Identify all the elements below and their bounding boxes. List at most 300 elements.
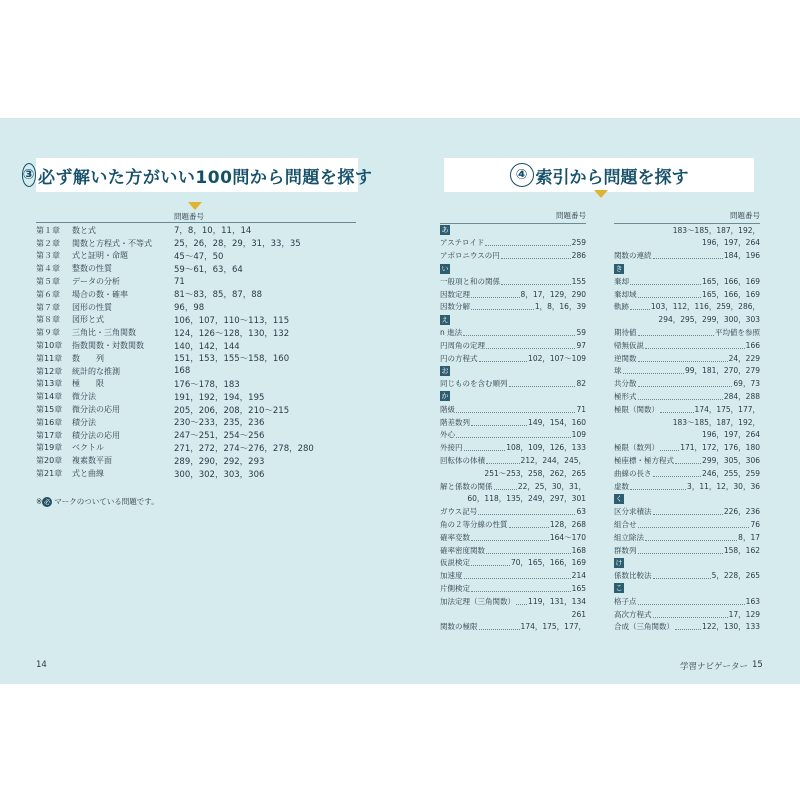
kana-heading-badge: く <box>615 494 623 503</box>
dotted-leader <box>479 361 528 362</box>
dotted-leader <box>638 335 715 336</box>
index-entry-term: 極座標・極方程式 <box>614 456 674 466</box>
index-entry-term: 関数の連続 <box>614 251 652 261</box>
index-entry <box>440 237 586 250</box>
index-entry <box>440 403 586 416</box>
dotted-leader <box>494 489 517 490</box>
down-arrow-icon <box>188 202 202 210</box>
index-column-header: 問題番号 <box>440 210 586 224</box>
index-entry <box>614 544 760 557</box>
dotted-leader <box>630 489 686 490</box>
index-entry-pages: 212，244，245， <box>520 455 586 465</box>
kana-heading <box>440 366 586 376</box>
index-entry-pages: 284，288 <box>723 392 760 402</box>
kana-heading <box>614 494 760 504</box>
chapter-number: 第20章 <box>36 456 63 466</box>
chapter-number: 第５章 <box>36 277 60 287</box>
index-entry-pages: 165，166，169 <box>702 276 760 286</box>
index-entry-pages: 82 <box>576 379 586 389</box>
chapter-name: 積分法 <box>72 417 96 427</box>
dotted-leader <box>478 514 575 515</box>
index-entry-pages: 69，73 <box>733 379 760 389</box>
chapter-name: データの分析 <box>72 277 120 287</box>
index-entry-term: 棄却 <box>614 276 629 286</box>
chapter-problem-numbers: 71 <box>174 276 185 287</box>
index-entry-pages: 286 <box>571 251 586 261</box>
dotted-leader <box>630 284 701 285</box>
chapter-row <box>36 237 360 250</box>
index-entry-term: 虚数 <box>614 481 629 491</box>
dotted-leader <box>501 284 571 285</box>
index-entry <box>440 288 586 301</box>
index-entry-term: 階級 <box>440 404 455 414</box>
kana-heading-badge: い <box>441 264 449 273</box>
dotted-leader <box>653 258 723 259</box>
kana-heading <box>440 391 586 401</box>
index-entry-continuation <box>614 237 760 250</box>
index-entry <box>614 608 760 621</box>
index-entry <box>440 544 586 557</box>
index-entry-pages: 76 <box>750 519 760 529</box>
index-entry-term: 片側検定 <box>440 583 470 593</box>
chapter-row <box>36 275 360 288</box>
chapter-problem-numbers: 106，107，110〜113，115 <box>174 315 290 326</box>
index-entry-pages: 168 <box>571 545 586 555</box>
dotted-leader <box>675 463 701 464</box>
kana-heading-badge: き <box>615 264 623 273</box>
index-entry-continuation <box>440 492 586 505</box>
index-column-1 <box>440 210 586 633</box>
kana-heading-badge: あ <box>441 226 449 235</box>
chapter-number: 第11章 <box>36 353 63 363</box>
chapter-problem-numbers: 300，302，303，306 <box>174 469 265 480</box>
chapter-problem-numbers: 81〜83，85，87，88 <box>174 290 263 301</box>
index-entry-pages: 183〜185，187，192， <box>672 225 760 235</box>
index-entry-term: 係数比較法 <box>614 571 652 581</box>
dotted-leader <box>471 425 527 426</box>
chapter-name: 式と証明・命題 <box>72 251 128 261</box>
dotted-leader <box>638 527 750 528</box>
chapter-list <box>36 224 360 480</box>
index-entry-pages: 63 <box>576 507 586 517</box>
dotted-leader <box>638 361 728 362</box>
chapter-number: 第12章 <box>36 366 63 376</box>
index-entry <box>440 556 586 569</box>
must-solve-mark-icon: 必 <box>44 498 51 506</box>
index-entry-term: 棄却域 <box>614 289 637 299</box>
chapter-number: 第９章 <box>36 328 60 338</box>
index-entry-term: 円周角の定理 <box>440 340 485 350</box>
chapter-row <box>36 301 360 314</box>
index-entry <box>614 569 760 582</box>
index-entry-term: 球 <box>614 366 622 376</box>
index-entry-pages: 163 <box>745 596 760 606</box>
index-entry-term: 軌跡 <box>614 302 629 312</box>
footnote-text: マークのついている問題です。 <box>54 497 159 506</box>
chapter-number: 第４章 <box>36 264 60 274</box>
index-entry-pages: 17，129 <box>728 609 760 619</box>
index-entry-term: 因数定理 <box>440 289 470 299</box>
index-entry <box>440 416 586 429</box>
kana-heading-badge: け <box>615 558 623 567</box>
dotted-leader <box>645 348 745 349</box>
chapter-number: 第14章 <box>36 392 63 402</box>
chapter-problem-numbers: 140，142，144 <box>174 341 240 352</box>
chapter-name: 数と式 <box>72 225 96 235</box>
dotted-leader <box>486 348 575 349</box>
index-entry-term: 高次方程式 <box>614 609 652 619</box>
index-entry <box>614 518 760 531</box>
chapter-problem-numbers: 7，8，10，11，14 <box>174 226 252 237</box>
chapter-problem-numbers: 271，272，274〜276，278，280 <box>174 443 314 454</box>
chapter-row <box>36 262 360 275</box>
index-entry-pages: 246，255，259 <box>702 468 760 478</box>
index-entry-pages: 108，109，126，133 <box>506 443 586 453</box>
index-entry-pages: 102，107〜109 <box>528 353 586 363</box>
chapter-row <box>36 429 360 442</box>
index-entry-continuation <box>440 467 586 480</box>
index-entry-pages: 109 <box>571 430 586 440</box>
chapter-name: 積分法の応用 <box>72 430 120 440</box>
chapter-name: 式と曲線 <box>72 469 104 479</box>
index-entry <box>440 620 586 633</box>
index-entry-pages: 226，236 <box>723 507 760 517</box>
index-entry-term: 確率密度関数 <box>440 545 485 555</box>
index-entry-term: 加速度 <box>440 571 463 581</box>
dotted-leader <box>638 553 723 554</box>
chapter-name: 整数の性質 <box>72 264 112 274</box>
index-entry-term: 一般項と和の関係 <box>440 276 500 286</box>
left-page-number: 14 <box>36 660 47 670</box>
dotted-leader <box>485 245 570 246</box>
dotted-leader <box>660 412 694 413</box>
index-entry <box>440 352 586 365</box>
chapter-problem-numbers: 59〜61，63，64 <box>174 264 243 275</box>
index-entry <box>614 301 760 314</box>
index-entry <box>614 365 760 378</box>
dotted-leader <box>456 412 575 413</box>
index-entry-term: 解と係数の関係 <box>440 481 493 491</box>
kana-heading-badge: え <box>441 315 449 324</box>
index-entry-continuation <box>614 429 760 442</box>
index-entry-term: 円の方程式 <box>440 353 478 363</box>
index-entry-term: 期待値 <box>614 328 637 338</box>
kana-heading-badge: お <box>441 366 449 375</box>
index-entry-term: 帰無仮説 <box>614 340 644 350</box>
index-entry-term: 逆関数 <box>614 353 637 363</box>
index-entry <box>614 480 760 493</box>
kana-heading-badge: こ <box>615 584 623 593</box>
index-column-header: 問題番号 <box>614 210 760 224</box>
left-title-text: 必ず解いた方がいい100問から問題を探す <box>37 167 373 188</box>
index-entry-term: 格子点 <box>614 596 637 606</box>
dotted-leader <box>486 553 571 554</box>
dotted-leader <box>638 399 723 400</box>
index-entry-pages: 99，181，270，279 <box>685 366 760 376</box>
footnote <box>36 496 159 507</box>
dotted-leader <box>471 591 571 592</box>
chapter-number: 第２章 <box>36 238 60 248</box>
index-entry-pages: 165，166，169 <box>702 289 760 299</box>
index-entry-pages: 8，17，129，290 <box>520 289 586 299</box>
chapter-number: 第19章 <box>36 443 63 453</box>
index-entry-pages: 24，229 <box>728 353 760 363</box>
dotted-leader <box>501 258 571 259</box>
index-entry <box>614 467 760 480</box>
chapter-row <box>36 339 360 352</box>
index-entry-pages: 299，305，306 <box>702 456 760 466</box>
chapter-problem-numbers: 151，153，155〜158，160 <box>174 354 290 365</box>
left-column-header: 問題番号 <box>174 212 204 221</box>
chapter-problem-numbers: 176〜178，183 <box>174 379 240 390</box>
chapter-row <box>36 250 360 263</box>
chapter-row <box>36 390 360 403</box>
index-entry <box>440 275 586 288</box>
chapter-name: 複素数平面 <box>72 456 112 466</box>
index-entry <box>614 352 760 365</box>
index-entry-term: 極限（関数） <box>614 404 659 414</box>
dotted-leader <box>471 565 510 566</box>
dotted-leader <box>516 604 527 605</box>
index-entry-term: 仮説検定 <box>440 558 470 568</box>
chapter-row <box>36 467 360 480</box>
chapter-name: ベクトル <box>72 443 104 453</box>
index-entry <box>440 249 586 262</box>
index-entry <box>614 531 760 544</box>
index-entry <box>614 249 760 262</box>
chapter-problem-numbers: 96，98 <box>174 303 205 314</box>
chapter-number: 第８章 <box>36 315 60 325</box>
index-entry <box>614 275 760 288</box>
index-entry-pages: 5，228，265 <box>711 571 760 581</box>
dotted-leader <box>638 604 745 605</box>
index-entry-pages: 8，17 <box>738 532 760 542</box>
kana-heading <box>614 583 760 593</box>
index-entry-pages: 251〜253，258，262，265 <box>484 468 586 478</box>
dotted-leader <box>653 514 723 515</box>
index-entry-term: 外接円 <box>440 443 463 453</box>
index-entry-pages: 71 <box>576 404 586 414</box>
chapter-row <box>36 378 360 391</box>
index-entry <box>440 377 586 390</box>
index-entry-term: 関数の極限 <box>440 622 478 632</box>
index-entry <box>614 326 760 339</box>
index-entry-term: 組合せ <box>614 519 637 529</box>
index-entry-term: 階差数列 <box>440 417 470 427</box>
index-entry-pages: 174，175，177， <box>520 622 586 632</box>
chapter-row <box>36 416 360 429</box>
index-entry-term: 区分求積法 <box>614 507 652 517</box>
index-entry-term: 因数分解 <box>440 302 470 312</box>
dotted-leader <box>456 437 571 438</box>
header-divider <box>36 222 356 223</box>
index-entry-pages: 171，172，176，180 <box>680 443 760 453</box>
chapter-problem-numbers: 168 <box>174 366 191 377</box>
chapter-row <box>36 314 360 327</box>
index-entry <box>440 480 586 493</box>
footer-label: 学習ナビゲーター <box>680 662 749 672</box>
index-entry-pages: 183〜185，187，192， <box>672 417 760 427</box>
index-entry <box>440 326 586 339</box>
index-entry-term: n 進法 <box>440 328 463 338</box>
index-column-2 <box>614 210 760 633</box>
chapter-row <box>36 224 360 237</box>
index-entry-pages: 1，8，16，39 <box>534 302 586 312</box>
index-entry <box>440 505 586 518</box>
dotted-leader <box>471 540 549 541</box>
index-entry <box>440 301 586 314</box>
index-entry-term: 共分散 <box>614 379 637 389</box>
index-entry-pages: 149，154，160 <box>528 417 586 427</box>
index-entry-pages: 214 <box>571 571 586 581</box>
index-entry-continuation <box>614 313 760 326</box>
left-page-title <box>22 158 373 192</box>
index-entry-pages: 184，196 <box>723 251 760 261</box>
chapter-row <box>36 352 360 365</box>
index-entry <box>614 390 760 403</box>
chapter-row <box>36 326 360 339</box>
index-entry-pages: 196，197，264 <box>702 430 760 440</box>
kana-heading <box>440 264 586 274</box>
index-entry-pages: 22，25，30，31， <box>517 481 586 491</box>
index-entry-term: 群数列 <box>614 545 637 555</box>
chapter-problem-numbers: 191，192，194，195 <box>174 392 265 403</box>
dotted-leader <box>630 309 650 310</box>
dotted-leader <box>486 463 520 464</box>
chapter-row <box>36 454 360 467</box>
index-entry-pages: 174，175，177， <box>694 404 760 414</box>
index-entry-pages: 119，131，134 <box>528 596 586 606</box>
index-entry-pages: 60，118，135，249，297，301 <box>467 494 586 504</box>
chapter-number: 第13章 <box>36 379 63 389</box>
index-entry <box>440 428 586 441</box>
dotted-leader <box>653 617 728 618</box>
index-entry-term: 極限（数列） <box>614 443 659 453</box>
chapter-name: 統計的な推測 <box>72 366 120 376</box>
book-spread <box>0 118 800 684</box>
index-entry-term: ガウス記号 <box>440 507 478 517</box>
chapter-problem-numbers: 205，206，208，210〜215 <box>174 405 290 416</box>
chapter-number: 第10章 <box>36 341 63 351</box>
index-entry-pages: 70，165，166，169 <box>511 558 586 568</box>
index-entry-term: 回転体の体積 <box>440 455 485 465</box>
index-entry <box>440 441 586 454</box>
index-entry-pages: 166 <box>745 340 760 350</box>
chapter-number: 第21章 <box>36 469 63 479</box>
chapter-row <box>36 442 360 455</box>
chapter-row <box>36 365 360 378</box>
index-entry-pages: 平均値を参照 <box>715 328 760 338</box>
dotted-leader <box>463 335 575 336</box>
dotted-leader <box>471 309 534 310</box>
dotted-leader <box>509 527 549 528</box>
dotted-leader <box>645 540 737 541</box>
chapter-name: 極 限 <box>72 379 104 389</box>
index-entry <box>614 377 760 390</box>
index-entry <box>614 441 760 454</box>
index-entry <box>614 454 760 467</box>
down-arrow-icon <box>594 190 608 198</box>
kana-heading <box>614 558 760 568</box>
index-entry <box>440 339 586 352</box>
index-entry <box>614 505 760 518</box>
index-entry-term: 同じものを含む順列 <box>440 379 508 389</box>
right-page-title <box>444 158 754 192</box>
dotted-leader <box>653 476 702 477</box>
chapter-name: 三角比・三角関数 <box>72 328 136 338</box>
index-entry-pages: 165 <box>571 583 586 593</box>
index-entry <box>440 569 586 582</box>
chapter-name: 数 列 <box>72 353 104 363</box>
dotted-leader <box>464 578 571 579</box>
chapter-problem-numbers: 45〜47，50 <box>174 251 224 262</box>
index-entry-pages: 155 <box>571 276 586 286</box>
index-entry-pages: 196，197，264 <box>702 238 760 248</box>
kana-heading-badge: か <box>441 392 449 401</box>
index-entry-pages: 128，268 <box>549 519 586 529</box>
chapter-problem-numbers: 247〜251，254〜256 <box>174 431 265 442</box>
chapter-problem-numbers: 289，290，292，293 <box>174 456 265 467</box>
index-entry-term: 曲線の長さ <box>614 468 652 478</box>
index-entry-pages: 3，11，12，30，36 <box>687 481 760 491</box>
index-entry-pages: 59 <box>576 328 586 338</box>
index-entry <box>440 518 586 531</box>
index-entry-term: 加法定理（三角関数） <box>440 596 515 606</box>
kana-heading <box>440 225 586 235</box>
chapter-name: 場合の数・確率 <box>72 289 128 299</box>
chapter-problem-numbers: 124，126〜128，130，132 <box>174 328 290 339</box>
chapter-name: 微分法 <box>72 392 96 402</box>
index-entry-pages: 158，162 <box>723 545 760 555</box>
index-entry-pages: 164〜170 <box>549 532 586 542</box>
index-entry-term: アステロイド <box>440 238 485 248</box>
chapter-problem-numbers: 25，26，28，29，31，33，35 <box>174 239 301 250</box>
index-entry-pages: 259 <box>571 238 586 248</box>
right-page-number: 15 <box>752 660 763 670</box>
index-entry-term: 組立除法 <box>614 532 644 542</box>
chapter-problem-numbers: 230〜233，235，236 <box>174 418 265 429</box>
dotted-leader <box>623 373 685 374</box>
dotted-leader <box>638 386 733 387</box>
title-number-badge: ③ <box>22 163 36 187</box>
index-entry-pages: 294，295，299，300，303 <box>658 315 760 325</box>
index-entry <box>440 454 586 467</box>
chapter-number: 第15章 <box>36 405 63 415</box>
index-entry-pages: 261 <box>571 609 586 619</box>
index-entry-pages: 97 <box>576 340 586 350</box>
index-entry <box>614 339 760 352</box>
chapter-number: 第16章 <box>36 417 63 427</box>
chapter-number: 第17章 <box>36 430 63 440</box>
index-entry-term: 外心 <box>440 430 455 440</box>
index-entry <box>614 620 760 633</box>
dotted-leader <box>471 297 520 298</box>
chapter-number: 第３章 <box>36 251 60 261</box>
index-entry <box>614 595 760 608</box>
index-entry-continuation <box>614 224 760 237</box>
index-entry <box>440 531 586 544</box>
index-entry-term: アポロニウスの円 <box>440 251 500 261</box>
index-entry-continuation <box>440 608 586 621</box>
dotted-leader <box>464 450 506 451</box>
kana-heading <box>440 315 586 325</box>
index-entry-pages: 103，112，116，259，286， <box>650 302 760 312</box>
chapter-name: 指数関数・対数関数 <box>72 341 144 351</box>
index-entry-term: 角の２等分線の性質 <box>440 519 508 529</box>
footnote-prefix: ※ <box>36 497 43 506</box>
index-entry-term: 確率変数 <box>440 532 470 542</box>
chapter-number: 第１章 <box>36 225 60 235</box>
